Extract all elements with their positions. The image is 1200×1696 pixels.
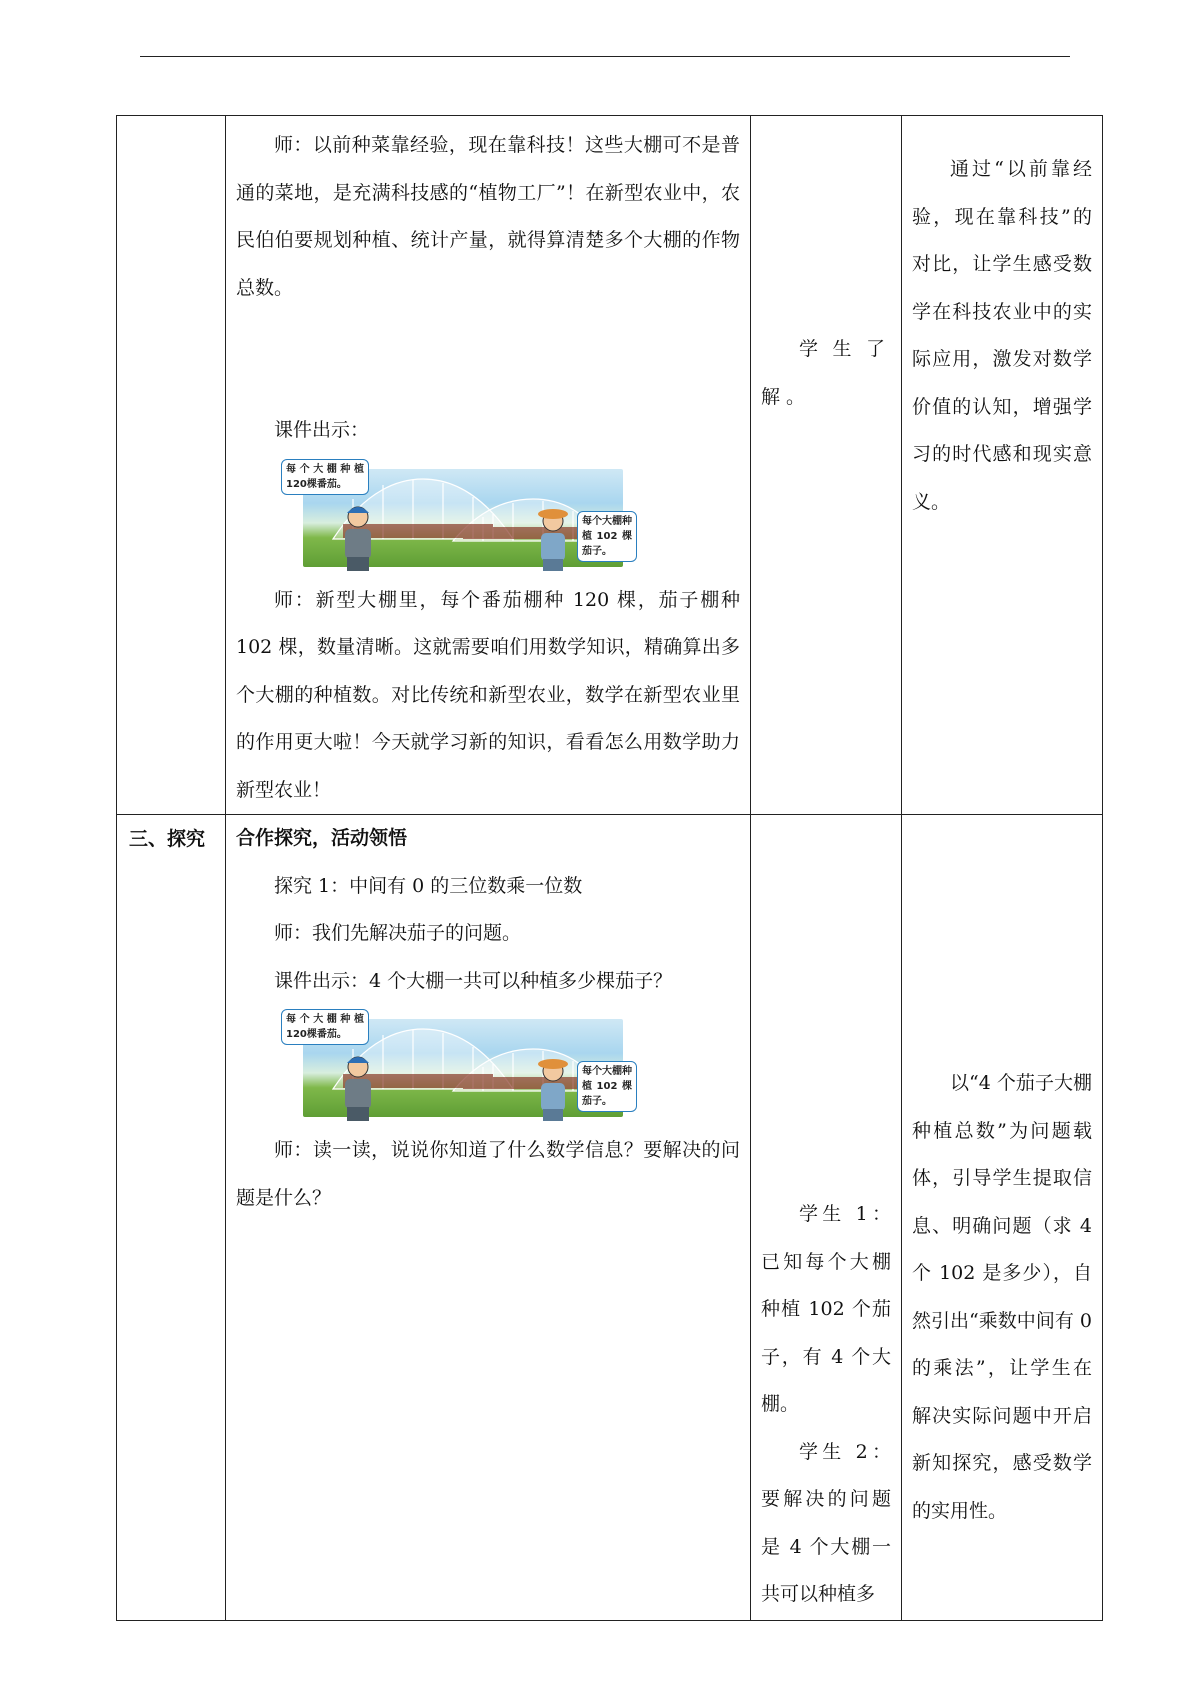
- speech-bubble-left: 每个大棚种植120棵番茄。: [281, 459, 369, 495]
- student-response: 学生 2：要解决的问题是 4 个大棚一共可以种植多: [761, 1440, 891, 1605]
- student-response: 学生了解。: [761, 338, 891, 408]
- design-intent-cell: [902, 815, 1103, 1621]
- table-row: [117, 116, 1103, 815]
- stage-cell: [117, 116, 226, 815]
- student-response: 学生 1：已知每个大棚种植 102 个茄子，有 4 个大棚。: [761, 1203, 891, 1415]
- speech-bubble-right: 每个大棚种植102棵茄子。: [577, 511, 637, 562]
- design-intent: 以“4 个茄子大棚种植总数”为问题载体，引导学生提取信息、明确问题（求 4 个 102 是多少），自然引出“乘数中间有 0 的乘法”，让学生在解决实际问题中开启新知探究，感受数学的实用性。: [912, 1072, 1092, 1522]
- explore-title: 探究 1：中间有 0 的三位数乘一位数: [274, 874, 583, 897]
- greenhouse-illustration: [281, 1009, 637, 1121]
- section-heading: 合作探究，活动领悟: [236, 827, 408, 849]
- teacher-paragraph: 师：以前种菜靠经验，现在靠科技！这些大棚可不是普通的菜地，是充满科技感的“植物工厂”！在新型农业中，农民伯伯要规划种植、统计产量，就得算清楚多个大棚的作物总数。: [236, 134, 740, 299]
- header-rule: [140, 56, 1070, 57]
- speech-bubble-right: 每个大棚种植102棵茄子。: [577, 1061, 637, 1112]
- teacher-paragraph: 师：读一读，说说你知道了什么数学信息？要解决的问题是什么？: [236, 1139, 740, 1209]
- stage-label: [117, 116, 225, 128]
- teacher-activity-cell: [226, 815, 751, 1621]
- courseware-label: 课件出示：: [274, 419, 370, 441]
- teacher-paragraph: 师：我们先解决茄子的问题。: [274, 922, 522, 944]
- stage-cell: [117, 815, 226, 1621]
- design-intent-cell: [902, 116, 1103, 815]
- teacher-paragraph: 师：新型大棚里，每个番茄棚种 120 棵，茄子棚种 102 棵，数量清晰。这就需要咱们用数学知识，精确算出多个大棚的种植数。对比传统和新型农业，数学在新型农业里的作用更大啦！今天就学习新的知识，看看怎么用数学助力新型农业！: [236, 588, 740, 801]
- speech-bubble-left: 每个大棚种植120棵番茄。: [281, 1009, 369, 1045]
- student-activity-cell: [751, 815, 902, 1621]
- teacher-activity-cell: [226, 116, 751, 815]
- lesson-plan-table: [116, 115, 1103, 1621]
- student-activity-cell: [751, 116, 902, 815]
- table-row: [117, 815, 1103, 1621]
- greenhouse-illustration: [281, 459, 637, 571]
- stage-label: 三、探究: [129, 828, 206, 850]
- design-intent: 通过“以前靠经验，现在靠科技”的对比，让学生感受数学在科技农业中的实际应用，激发对数学价值的认知，增强学习的时代感和现实意义。: [912, 158, 1092, 513]
- courseware-question: 课件出示：4 个大棚一共可以种植多少棵茄子？: [274, 969, 673, 992]
